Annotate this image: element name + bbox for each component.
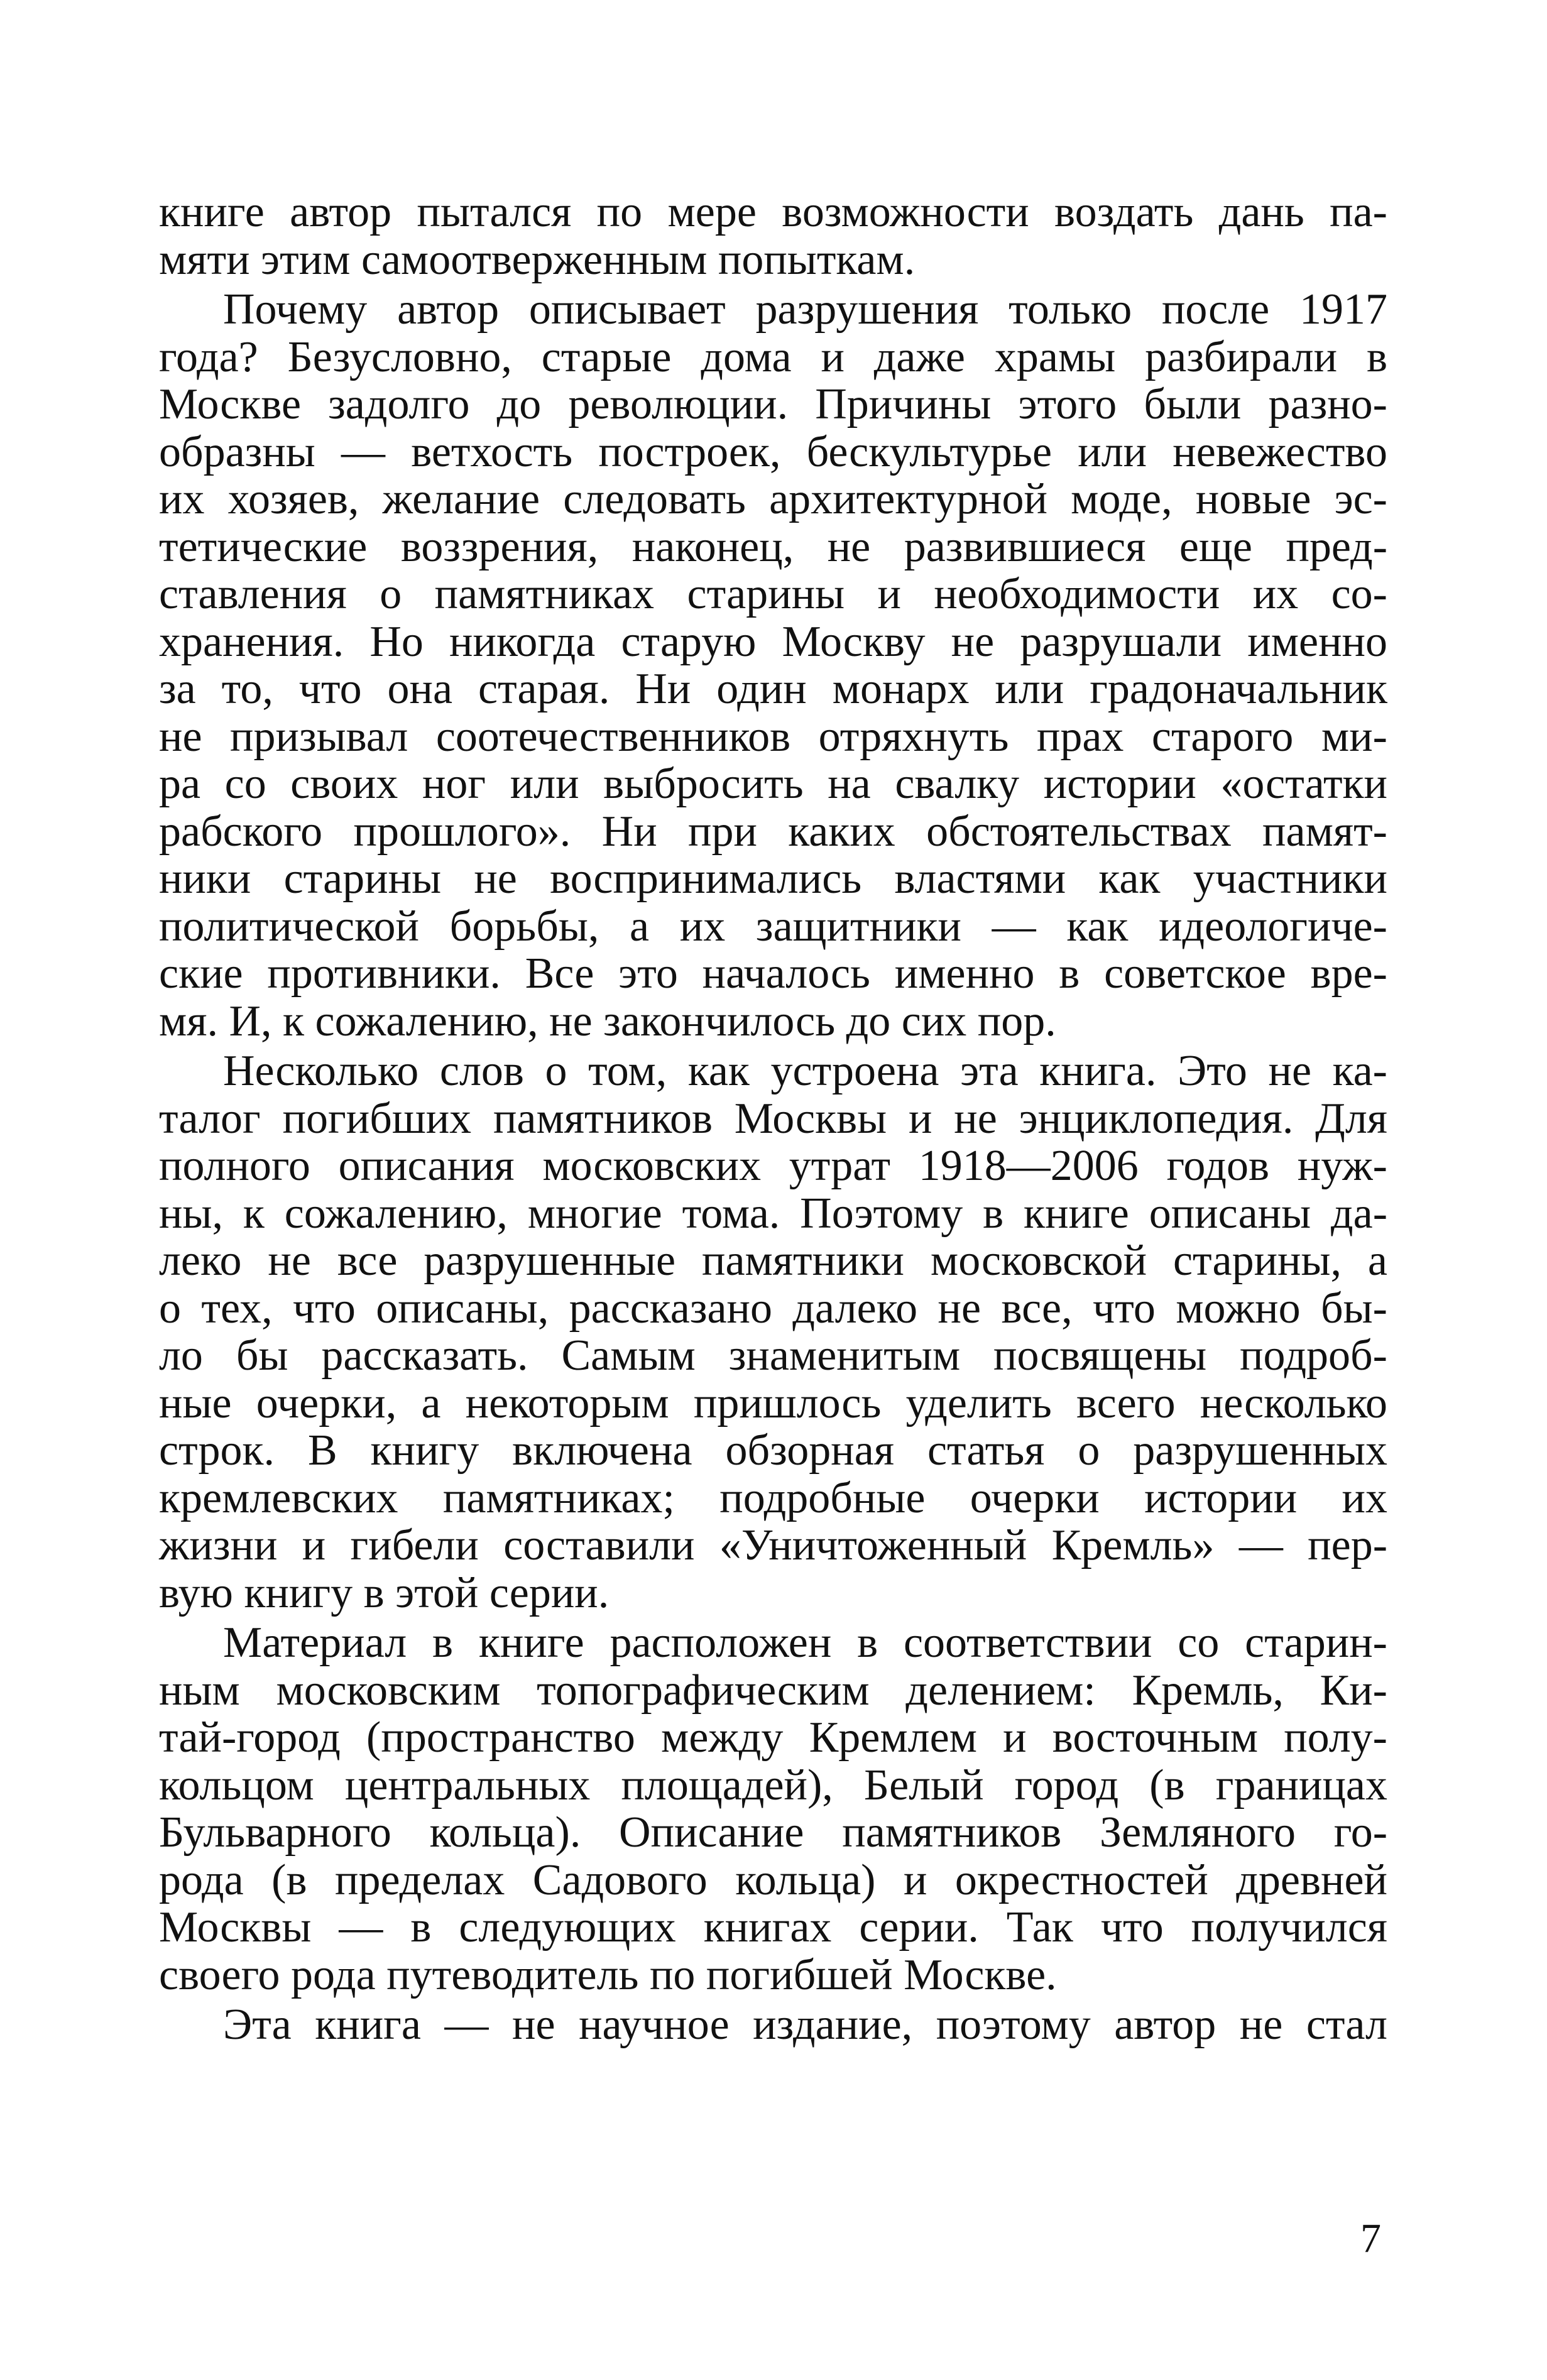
text-line: талог погибших памятников Москвы и не энциклопедия. Для — [159, 1094, 1387, 1143]
text-line: ным московским топографическим делением: Кремль, Ки- — [159, 1666, 1387, 1715]
text-line: ра со своих ног или выбросить на свалку истории «остатки — [159, 760, 1387, 808]
text-line: кольцом центральных площадей), Белый город (в границах — [159, 1760, 1387, 1810]
text-line: Бульварного кольца). Описание памятников Земляного го- — [159, 1808, 1387, 1857]
text-line: Москвы — в следующих книгах серии. Так что получился — [159, 1903, 1387, 1951]
paragraph-2 — [159, 286, 1387, 1045]
text-line: вую книгу в этой серии. — [159, 1568, 610, 1617]
text-line: ны, к сожалению, многие тома. Поэтому в книге описаны да- — [159, 1189, 1387, 1238]
page-body — [159, 188, 1387, 2049]
text-line: Несколько слов о том, как устроена эта книга. Это не ка- — [223, 1047, 1387, 1095]
text-line: года? Безусловно, старые дома и даже храмы разбирали в — [159, 332, 1387, 381]
text-line: леко не все разрушенные памятники московской старины, а — [159, 1236, 1387, 1285]
paragraph-5 — [159, 2001, 1387, 2049]
text-line: ставления о памятниках старины и необходимости их со- — [159, 570, 1387, 618]
text-line: ные очерки, а некоторым пришлось уделить всего несколько — [159, 1378, 1387, 1427]
text-line: мяти этим самоотверженным попыткам. — [159, 235, 916, 284]
text-line: о тех, что описаны, рассказано далеко не все, что можно бы- — [159, 1284, 1387, 1333]
text-line: за то, что она старая. Ни один монарх или градоначальник — [159, 665, 1387, 713]
text-line: хранения. Но никогда старую Москву не разрушали именно — [159, 617, 1387, 666]
paragraph-1 — [159, 188, 1387, 283]
paragraph-4 — [159, 1619, 1387, 1999]
text-line: мя. И, к сожалению, не закончилось до сих пор. — [159, 996, 1056, 1045]
text-line: строк. В книгу включена обзорная статья о разрушенных — [159, 1426, 1387, 1475]
text-line: ло бы рассказать. Самым знаменитым посвящены подроб- — [159, 1331, 1387, 1380]
text-line: Материал в книге расположен в соответствии со старин- — [223, 1619, 1387, 1667]
text-line: полного описания московских утрат 1918—2006 годов нуж- — [159, 1142, 1387, 1190]
text-line: кремлевских памятниках; подробные очерки истории их — [159, 1473, 1387, 1522]
paragraph-3 — [159, 1047, 1387, 1617]
text-line: политической борьбы, а их защитники — как идеологиче- — [159, 902, 1387, 951]
text-line: Эта книга — не научное издание, поэтому автор не стал — [223, 2001, 1387, 2049]
text-line: их хозяев, желание следовать архитектурной моде, новые эс- — [159, 475, 1387, 523]
text-line: тай-город (пространство между Кремлем и восточным полу- — [159, 1713, 1387, 1762]
text-line: рода (в пределах Садового кольца) и окрестностей древней — [159, 1855, 1387, 1904]
text-line: тетические воззрения, наконец, не развившиеся еще пред- — [159, 522, 1387, 571]
text-line: жизни и гибели составили «Уничтоженный Кремль» — пер- — [159, 1521, 1387, 1569]
text-line: образны — ветхость построек, бескультурье или невежество — [159, 427, 1387, 476]
page-number: 7 — [1360, 2215, 1381, 2261]
text-line: ские противники. Все это началось именно в советское вре- — [159, 949, 1387, 998]
text-line: Почему автор описывает разрушения только после 1917 — [223, 285, 1387, 334]
text-line: своего рода путеводитель по погибшей Москве. — [159, 1950, 1057, 1999]
text-line: книге автор пытался по мере возможности воздать дань па- — [159, 188, 1387, 236]
text-line: рабского прошлого». Ни при каких обстоятельствах памят- — [159, 807, 1387, 856]
text-line: Москве задолго до революции. Причины этого были разно- — [159, 380, 1387, 429]
text-line: не призывал соотечественников отряхнуть прах старого ми- — [159, 712, 1387, 761]
text-line: ники старины не воспринимались властями как участники — [159, 854, 1387, 903]
